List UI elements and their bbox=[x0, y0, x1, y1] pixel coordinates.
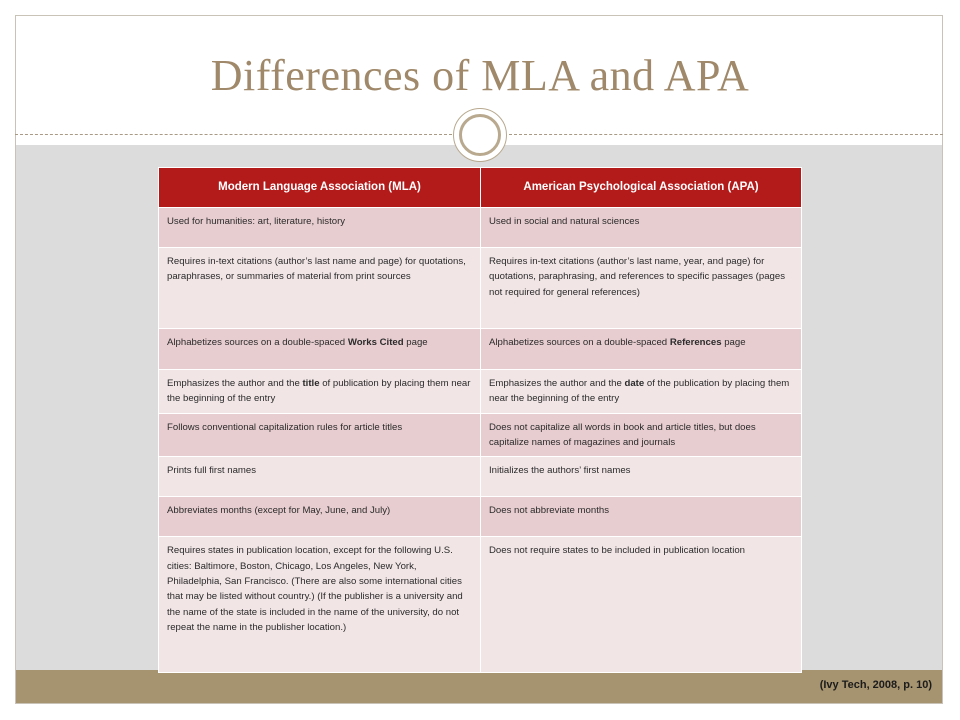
apa-cell bbox=[481, 537, 802, 673]
cell-text: Follows conventional capitalization rules for article titles bbox=[167, 421, 403, 433]
cell-text: Emphasizes the author and the bbox=[167, 378, 303, 389]
table-row bbox=[159, 208, 802, 248]
source-citation: (Ivy Tech, 2008, p. 10) bbox=[819, 679, 932, 691]
cell-text: of the publication by placing them near the beginning of the entry bbox=[489, 378, 790, 405]
cell-text: Requires in-text citations (author’s last name, year, and page) for quotations, paraphrasing, and references to specific passages (pages not required for general references) bbox=[489, 256, 785, 298]
mla-cell bbox=[159, 329, 481, 370]
cell-text: Alphabetizes sources on a double-spaced bbox=[167, 337, 348, 348]
comparison-table bbox=[158, 167, 802, 673]
footer-band bbox=[16, 670, 942, 703]
cell-text: of publication by placing them near the beginning of the entry bbox=[167, 378, 471, 405]
apa-cell bbox=[481, 497, 802, 537]
cell-emphasis: date bbox=[624, 378, 645, 389]
mla-cell bbox=[159, 208, 481, 248]
table-row bbox=[159, 248, 802, 329]
slide-title: Differences of MLA and APA bbox=[210, 51, 750, 100]
cell-text: page bbox=[721, 337, 746, 348]
table-row bbox=[159, 370, 802, 414]
title-divider-left bbox=[15, 134, 452, 135]
cell-text: Abbreviates months (except for May, June, and July) bbox=[167, 505, 391, 517]
apa-cell bbox=[481, 208, 802, 248]
cell-text: Does not require states to be included in publication location bbox=[489, 545, 745, 557]
table-header-row bbox=[159, 168, 802, 208]
ring-ornament-inner-icon bbox=[459, 114, 501, 156]
cell-text: Used for humanities: art, literature, history bbox=[167, 216, 346, 227]
cell-text: Requires in-text citations (author’s last name and page) for quotations, paraphrases, or summaries of material from print sources bbox=[167, 256, 466, 283]
apa-cell bbox=[481, 457, 802, 497]
cell-text: Used in social and natural sciences bbox=[489, 216, 640, 227]
cell-emphasis: Works Cited bbox=[347, 337, 404, 348]
table-row bbox=[159, 329, 802, 370]
cell-emphasis: References bbox=[669, 337, 722, 348]
table-row bbox=[159, 457, 802, 497]
apa-cell bbox=[481, 329, 802, 370]
cell-text: Requires states in publication location, except for the following U.S. cities: Baltimore, Boston, Chicago, Los Angeles, New York, Philadelphia, San Francisco. (There are also some international cities that may be listed without country.) (If the publisher is a university and the name of the state is included in the name of the university, do not repeat the name in the publisher location.) bbox=[167, 545, 463, 634]
cell-text: Does not capitalize all words in book and article titles, but does capitalize names of magazines and journals bbox=[489, 421, 756, 449]
header-mla: Modern Language Association (MLA) bbox=[159, 168, 481, 208]
mla-cell bbox=[159, 370, 481, 414]
cell-text: Does not abbreviate months bbox=[489, 505, 609, 517]
table-row bbox=[159, 413, 802, 457]
apa-cell bbox=[481, 248, 802, 329]
cell-emphasis: title bbox=[302, 378, 320, 389]
cell-text: page bbox=[403, 337, 428, 348]
mla-cell bbox=[159, 248, 481, 329]
cell-text: Prints full first names bbox=[167, 465, 257, 477]
header-apa: American Psychological Association (APA) bbox=[481, 168, 802, 208]
table-row bbox=[159, 537, 802, 673]
cell-text: Alphabetizes sources on a double-spaced bbox=[489, 337, 670, 348]
cell-text: Initializes the authors’ first names bbox=[489, 465, 631, 477]
apa-cell bbox=[481, 413, 802, 457]
title-divider-right bbox=[509, 134, 943, 135]
cell-text: Emphasizes the author and the bbox=[489, 378, 625, 389]
mla-cell bbox=[159, 457, 481, 497]
mla-cell bbox=[159, 497, 481, 537]
mla-cell bbox=[159, 413, 481, 457]
mla-cell bbox=[159, 537, 481, 673]
table-row bbox=[159, 497, 802, 537]
apa-cell bbox=[481, 370, 802, 414]
